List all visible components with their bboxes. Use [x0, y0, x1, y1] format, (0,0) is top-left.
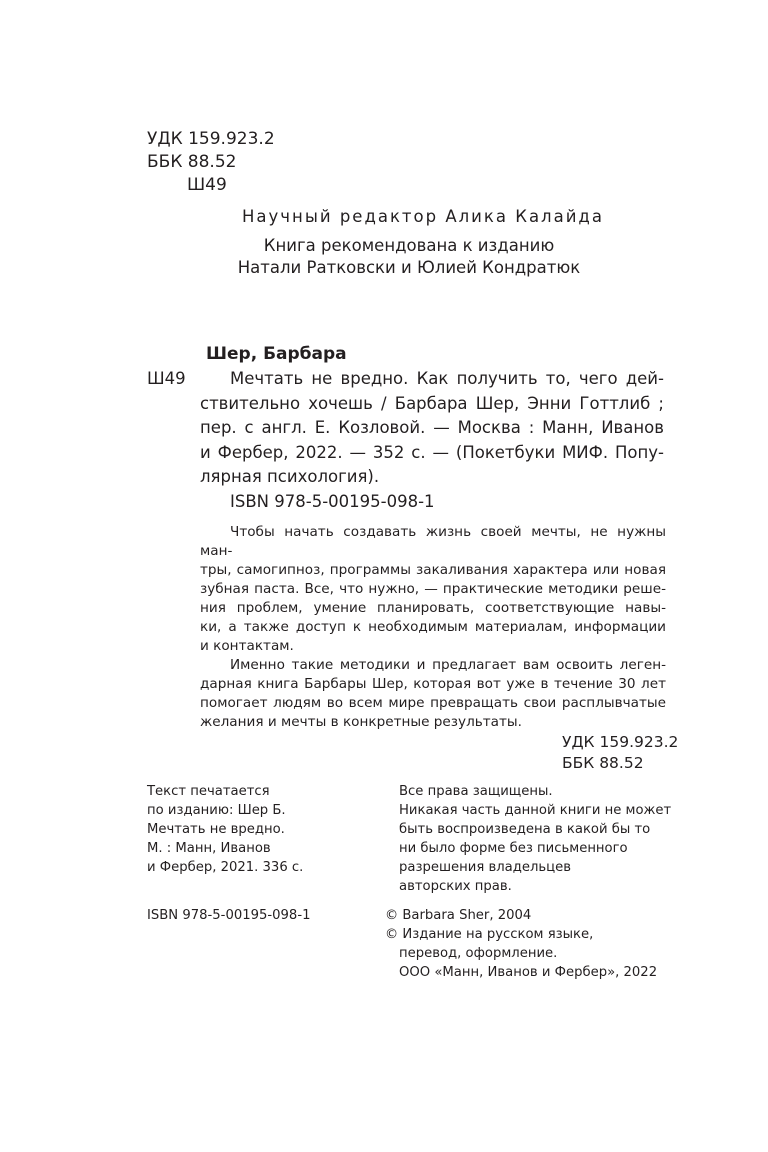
print-source: [147, 782, 303, 877]
copyright: [385, 906, 657, 982]
annotation-line: Чтобы начать создавать жизнь своей мечты, не нужны ман-: [200, 524, 666, 559]
copyright-edition-line: © Издание на русском языке,: [385, 927, 594, 942]
annotation-line: зубная паста. Все, что нужно, — практические методики реше-: [200, 581, 666, 597]
biblio-isbn: ISBN 978-5-00195-098-1: [230, 492, 435, 511]
biblio-line: лярная психология).: [200, 467, 380, 486]
annotation-line: желания и мечты в конкретные результаты.: [200, 714, 522, 730]
print-source-line: Мечтать не вредно.: [147, 822, 285, 837]
annotation-line: Именно такие методики и предлагает вам освоить леген-: [230, 657, 666, 673]
print-source-isbn: ISBN 978-5-00195-098-1: [147, 908, 311, 923]
biblio-author-sign: Ш49: [147, 369, 186, 388]
biblio-description: [200, 367, 664, 490]
rights-notice: [399, 782, 671, 896]
annotation-line: ки, а также доступ к необходимым материалам, информации: [200, 619, 666, 635]
author-sign: Ш49: [187, 175, 227, 195]
annotation-line: дарная книга Барбары Шер, которая вот уже в течение 30 лет: [200, 676, 666, 692]
recommendation-line-1: Книга рекомендована к изданию: [263, 236, 555, 255]
annotation-line: ния проблем, умение планировать, соответствующие навы-: [200, 600, 666, 616]
rights-line: Все права защищены.: [399, 784, 553, 799]
biblio-line: пер. с англ. Е. Козловой. — Москва : Манн, Иванов: [200, 418, 664, 437]
author-heading: Шер, Барбара: [206, 344, 347, 364]
annotation: [200, 523, 666, 732]
print-source-line: М. : Манн, Иванов: [147, 841, 271, 856]
print-source-line: и Фербер, 2021. 336 с.: [147, 860, 304, 875]
rights-line: авторских прав.: [399, 879, 512, 894]
copyright-edition-line: ООО «Манн, Иванов и Фербер», 2022: [399, 965, 658, 980]
rights-line: ни было форме без письменного: [399, 841, 628, 856]
rights-line: быть воспроизведена в какой бы то: [399, 822, 651, 837]
annotation-line: и контактам.: [200, 638, 294, 654]
bbk-code: ББК 88.52: [147, 152, 237, 172]
biblio-line: Мечтать не вредно. Как получить то, чего дей-: [230, 369, 664, 388]
biblio-line: ствительно хочешь / Барбара Шер, Энни Готтлиб ;: [200, 393, 664, 413]
copyright-edition-line: перевод, оформление.: [399, 946, 558, 961]
recommendation-line-2: Натали Ратковски и Юлией Кондратюк: [237, 258, 581, 277]
biblio-line: и Фербер, 2022. — 352 с. — (Покетбуки МИФ. Попу-: [200, 442, 664, 462]
udk-code: УДК 159.923.2: [147, 129, 275, 149]
udk-code-bottom: УДК 159.923.2: [562, 733, 679, 751]
print-source-line: по изданию: Шер Б.: [147, 803, 286, 818]
rights-line: Никакая часть данной книги не может: [399, 803, 672, 818]
bbk-code-bottom: ББК 88.52: [562, 754, 644, 772]
print-source-line: Текст печатается: [147, 784, 270, 799]
rights-line: разрешения владельцев: [399, 860, 572, 875]
annotation-line: помогает людям во всем мире превращать свои расплывчатые: [200, 695, 666, 711]
recommendation: [220, 235, 598, 279]
annotation-line: тры, самогипноз, программы закаливания характера или новая: [200, 562, 666, 578]
copyright-original: © Barbara Sher, 2004: [385, 908, 532, 923]
scientific-editor: Научный редактор Алика Калайда: [242, 207, 604, 226]
